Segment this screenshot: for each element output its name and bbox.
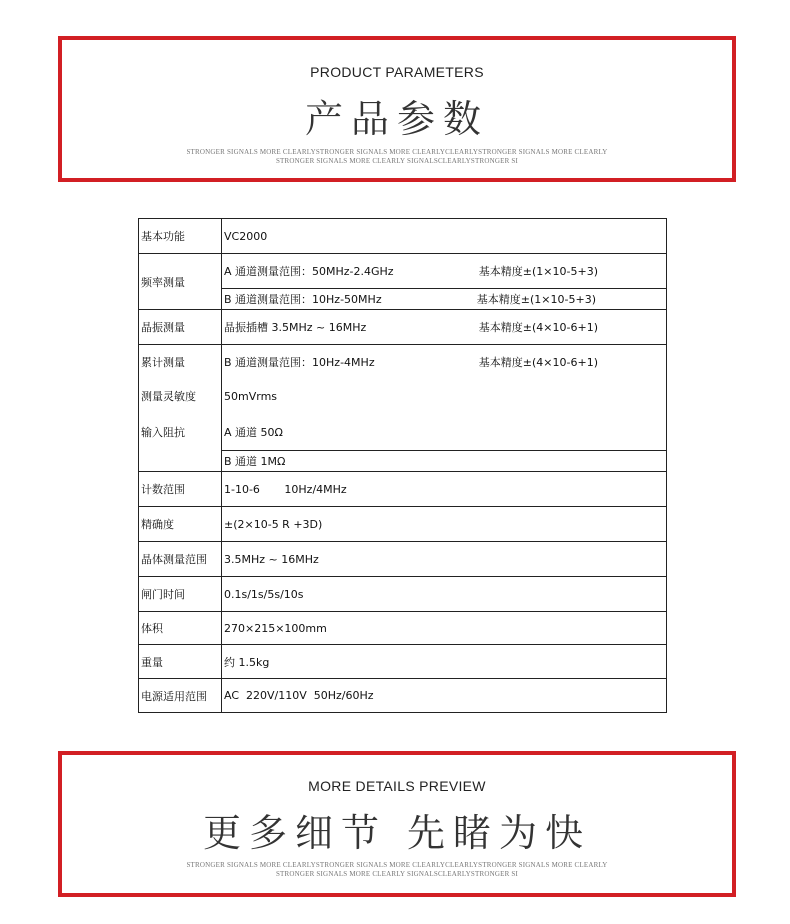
table-row	[139, 379, 667, 414]
spec-value: VC2000	[222, 219, 667, 254]
spec-value: AC 220V/110V 50Hz/60Hz	[222, 679, 667, 713]
spec-label: 重量	[139, 645, 222, 679]
spec-label: 计数范围	[139, 472, 222, 507]
spec-label: 频率测量	[139, 254, 222, 310]
table-row	[139, 507, 667, 542]
spec-value	[222, 310, 667, 345]
table-row	[139, 254, 667, 289]
tagline-line-2: STRONGER SIGNALS MORE CLEARLY SIGNALSCLEARLYSTRONGER SI	[275, 157, 519, 165]
banner-title-en: MORE DETAILS PREVIEW	[308, 778, 486, 794]
product-parameters-banner	[58, 36, 736, 182]
total-accuracy: 基本精度±(4×10-6+1)	[478, 355, 598, 369]
spec-value: 0.1s/1s/5s/10s	[222, 577, 667, 612]
spec-value	[222, 289, 667, 310]
table-row	[139, 679, 667, 713]
banner-tagline	[182, 861, 612, 879]
spec-value: 270×215×100mm	[222, 612, 667, 645]
spec-label: 晶振测量	[139, 310, 222, 345]
table-row	[139, 577, 667, 612]
banner-tagline	[182, 148, 612, 166]
more-details-banner	[58, 751, 736, 897]
tagline-line-2: STRONGER SIGNALS MORE CLEARLY SIGNALSCLEARLYSTRONGER SI	[275, 870, 519, 878]
spec-value: 约 1.5kg	[222, 645, 667, 679]
tagline-line-1: STRONGER SIGNALS MORE CLEARLYSTRONGER SIGNALS MORE CLEARLYCLEARLYSTRONGER SIGNALS MORE CLEARLY	[186, 861, 608, 869]
crystal-accuracy: 基本精度±(4×10-6+1)	[478, 321, 598, 334]
freq-a-range: A 通道测量范围：50MHz-2.4GHz	[224, 265, 394, 278]
spec-value	[222, 345, 667, 379]
spec-value: A 通道 50Ω	[222, 414, 667, 451]
spec-value: ±(2×10-5 R +3D)	[222, 507, 667, 542]
spec-label: 累计测量	[139, 345, 222, 379]
table-row	[139, 414, 667, 451]
freq-b-range: B 通道测量范围：10Hz-50MHz	[224, 293, 382, 306]
spec-label: 输入阻抗	[139, 414, 222, 472]
spec-label: 基本功能	[139, 219, 222, 254]
spec-value: 3.5MHz ~ 16MHz	[222, 542, 667, 577]
spec-label: 闸门时间	[139, 577, 222, 612]
crystal-range: 晶振插槽 3.5MHz ~ 16MHz	[224, 321, 367, 334]
spec-value: 1-10-6 10Hz/4MHz	[222, 472, 667, 507]
spec-value: 50mVrms	[224, 389, 278, 403]
spec-value: B 通道 1MΩ	[222, 451, 667, 472]
tagline-line-1: STRONGER SIGNALS MORE CLEARLYSTRONGER SIGNALS MORE CLEARLYCLEARLYSTRONGER SIGNALS MORE CLEARLY	[186, 148, 608, 156]
banner-title-cn: 更多细节 先睹为快	[202, 811, 592, 855]
freq-b-accuracy: 基本精度±(1×10-5+3)	[476, 293, 596, 306]
table-row	[139, 645, 667, 679]
spec-label: 电源适用范围	[139, 679, 222, 713]
spec-label: 测量灵敏度	[139, 379, 222, 414]
freq-a-accuracy: 基本精度±(1×10-5+3)	[478, 265, 598, 278]
table-row	[139, 542, 667, 577]
table-row	[139, 612, 667, 645]
total-range: B 通道测量范围：10Hz-4MHz	[224, 355, 375, 369]
spec-label: 精确度	[139, 507, 222, 542]
banner-title-cn: 产品参数	[304, 97, 489, 141]
spec-table	[138, 218, 667, 713]
table-row	[139, 310, 667, 345]
table-row	[139, 219, 667, 254]
spec-label: 晶体测量范围	[139, 542, 222, 577]
table-row	[139, 345, 667, 379]
spec-value	[222, 254, 667, 289]
banner-title-en: PRODUCT PARAMETERS	[310, 64, 484, 80]
table-row	[139, 472, 667, 507]
spec-label: 体积	[139, 612, 222, 645]
